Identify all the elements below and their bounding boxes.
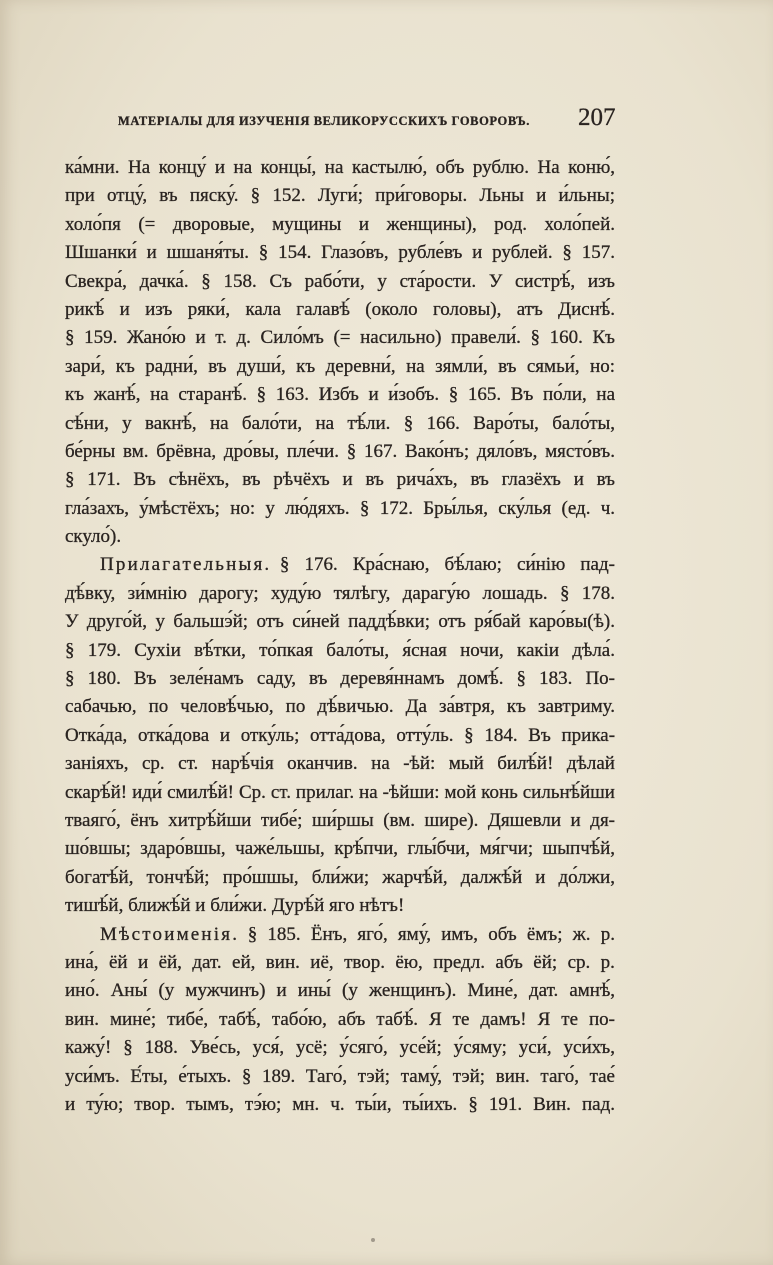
line-text: гла́захъ, у́мѣстёхъ; но: у лю́дяхъ. § 172. Бры́лья, ску́лья (ед. ч.: [65, 497, 616, 519]
text-line: [65, 580, 615, 608]
text-line: [65, 268, 615, 296]
line-text: ина́, ёй и ёй, дат. ей, вин. иё, твор. ёю, предл. абъ ёй; ср. р.: [65, 951, 615, 973]
line-text: § 176. Кра́снаю, бѣ́лаю; си́нію пад-: [279, 554, 615, 576]
line-text: тваяго́, ёнъ хитрѣ́йши тибе́; ши́ршы (вм. шире). Дяшевли и дя-: [65, 809, 616, 831]
line-text: къ жанѣ́, на старанѣ́. § 163. Избъ и и́зобъ. § 165. Въ по́ли, на: [65, 384, 615, 406]
line-text: при отцу́, въ пяску́. § 152. Луги́; при́говоры. Льны и и́льны;: [65, 185, 615, 207]
text-line: [65, 864, 615, 892]
text-line: [65, 807, 615, 835]
text-line: [65, 495, 615, 523]
line-text: бе́рны вм. брёвна, дро́вы, пле́чи. § 167. Вако́нъ; дяло́въ, място́въ.: [65, 440, 615, 462]
line-text: ка́мни. На концу́ и на концы́, на кастылю́, объ рублю. На коню́,: [65, 157, 616, 178]
section-heading: Прилагательныя.: [100, 554, 272, 576]
line-text: Свекра́, дачка́. § 158. Съ рабо́ти, у ста́рости. У систрѣ́, изъ: [65, 270, 616, 292]
text-line: [65, 693, 615, 721]
running-head-text: МАТЕРІАЛЫ ДЛЯ ИЗУЧЕНІЯ ВЕЛИКОРУССКИХЪ ГОВОРОВЪ.: [118, 114, 531, 128]
text-line: [65, 523, 615, 551]
text-line: [65, 665, 615, 693]
text-line: [65, 410, 615, 438]
text-line: [65, 182, 615, 210]
scan-speck: [371, 1238, 375, 1242]
paragraph: [65, 154, 615, 551]
text-line: [65, 381, 615, 409]
text-line: [65, 949, 615, 977]
line-text: вин. мине́; тибе́, табѣ́, табо́ю, абъ табѣ́. Я те дамъ! Я те по-: [65, 1008, 615, 1030]
text-line: [65, 296, 615, 324]
line-text: скуло́).: [65, 526, 122, 548]
text-line: [65, 977, 615, 1005]
line-text: У друго́й, у бальшэ́й; отъ си́ней паддѣ́вки; отъ ря́бай каро́вы(ѣ).: [65, 611, 615, 633]
page-number: 207: [578, 104, 616, 131]
text-line: [65, 1034, 615, 1062]
text-line: [65, 551, 615, 579]
line-text: холо́пя (= дворовые, мущины и женщины), род. холо́пей.: [65, 213, 616, 235]
line-text: шо́вшы; здаро́вшы, чаже́льшы, крѣ́пчи, глы́бчи, мя́гчи; шыпчѣ́й,: [65, 838, 616, 860]
line-text: кажу́! § 188. Уве́сь, уся́, усё; у́сяго́, усе́й; у́сяму; уси́, уси́хъ,: [65, 1037, 615, 1059]
line-content: [100, 921, 615, 949]
section-heading: Мѣстоименія.: [100, 923, 240, 945]
text-line: [65, 637, 615, 665]
text-line: [65, 892, 615, 920]
line-text: § 180. Въ зеле́намъ саду, въ деревя́ннамъ домѣ́. § 183. По-: [65, 668, 615, 690]
text-line: [65, 608, 615, 636]
text-line: [65, 1006, 615, 1034]
text-line: [65, 1063, 615, 1091]
text-line: [65, 154, 615, 182]
text-line: [65, 438, 615, 466]
text-line: [65, 722, 615, 750]
line-text: скарѣ́й! иди́ смилѣ́й! Ср. ст. прилаг. на -ѣйши: мой конь сильнѣ́йши: [65, 781, 615, 803]
line-text: ино́. Аны́ (у мужчинъ) и ины́ (у женщинъ). Мине́, дат. амнѣ́,: [65, 980, 616, 1002]
line-text: и ту́ю; твор. тымъ, тэ́ю; мн. ч. ты́и, ты́ихъ. § 191. Вин. пад.: [65, 1093, 615, 1115]
line-text: Шшанки́ и шшаня́ты. § 154. Глазо́въ, рубле́въ и рублей. § 157.: [65, 242, 615, 264]
line-text: тишѣ́й, ближѣ́й и бли́жи. Дурѣ́й яго нѣтъ!: [65, 895, 405, 917]
text-line: [65, 835, 615, 863]
paragraph-pronouns: [65, 921, 615, 1120]
running-head: [118, 113, 530, 129]
text-line: [65, 211, 615, 239]
line-text: Отка́да, отка́дова и отку́ль; отта́дова, отту́ль. § 184. Въ прика-: [65, 724, 616, 746]
line-text: заніяхъ, ср. ст. нарѣ́чія оканчив. на -ѣй: мый билѣ́й! дѣлай: [65, 753, 615, 775]
line-text: уси́мъ. Е́ты, е́тыхъ. § 189. Таго́, тэй; таму́, тэй; вин. таго́, тае́: [65, 1065, 615, 1087]
line-text: рикѣ́ и изъ ряки́, кала галавѣ́ (около головы), атъ Диснѣ́.: [65, 298, 615, 320]
line-text: § 159. Жано́ю и т. д. Сило́мъ (= насильно) правели́. § 160. Къ: [65, 327, 615, 349]
text-line: [65, 353, 615, 381]
line-text: сабачью, по человѣ́чью, по дѣ́вичью. Да за́втря, къ завтриму.: [65, 696, 615, 718]
text-line: [65, 1091, 615, 1119]
line-text: § 171. Въ сѣнёхъ, въ рѣчёхъ и въ рича́хъ, въ глазёхъ и въ: [65, 469, 615, 491]
line-text: § 179. Сухіи вѣ́тки, то́пкая бало́ты, я́сная ночи, какіи дѣла́.: [65, 639, 615, 661]
paragraph-adjectives: [65, 551, 615, 920]
line-text: § 185. Ёнъ, яго́, яму́, имъ, объ ёмъ; ж. р.: [247, 923, 616, 945]
text-line: [65, 921, 615, 949]
line-text: сѣ́ни, у вакнѣ́, на бало́ти, на тѣ́ли. § 166. Варо́ты, бало́ты,: [65, 412, 616, 434]
text-line: [65, 466, 615, 494]
text-line: [65, 750, 615, 778]
line-text: зари́, къ радни́, въ души́, къ деревни́, на зямли́, въ сямьи́, но:: [65, 355, 615, 377]
line-content: [100, 551, 615, 579]
text-line: [65, 324, 615, 352]
body-text: [65, 154, 615, 1119]
text-line: [65, 779, 615, 807]
text-line: [65, 239, 615, 267]
line-text: богатѣ́й, тончѣ́й; про́шшы, бли́жи; жарчѣ́й, далжѣ́й и до́лжи,: [65, 866, 615, 888]
line-text: дѣ́вку, зи́мнію дарогу; худу́ю тялѣгу, дарагу́ю лошадь. § 178.: [65, 582, 615, 604]
